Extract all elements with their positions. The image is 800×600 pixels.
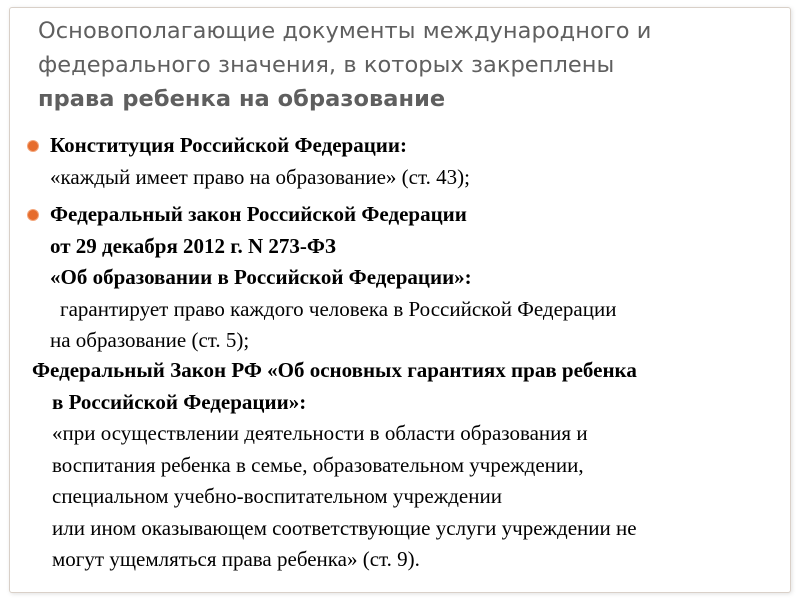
item-heading-line: Федеральный закон Российской Федерации xyxy=(50,202,467,226)
item-text: «при осуществлении деятельности в области образования и xyxy=(52,421,588,445)
slide-title xyxy=(38,14,758,116)
item-heading-line: «Об образовании в Российской Федерации»: xyxy=(50,265,472,289)
title-line-3: права ребенка на образование xyxy=(38,86,446,112)
item-heading-line: Федеральный Закон РФ «Об основных гарантиях прав ребенка xyxy=(32,358,637,382)
list-item-constitution xyxy=(50,130,780,193)
item-heading: Конституция Российской Федерации: xyxy=(50,133,407,157)
item-text: на образование (ст. 5); xyxy=(50,328,250,352)
item-heading-line: от 29 декабря 2012 г. N 273-ФЗ xyxy=(50,233,337,258)
list-item-child-rights-law xyxy=(32,355,782,576)
bullet-icon xyxy=(28,210,38,220)
title-line-2: федерального значения, в которых закреплены xyxy=(38,52,615,78)
list-item-federal-law-education xyxy=(50,199,780,357)
item-text: могут ущемляться права ребенка» (ст. 9). xyxy=(52,547,420,571)
item-text: специальном учебно-воспитательном учреждении xyxy=(52,484,502,508)
item-text: «каждый имеет право на образование» (ст. 43); xyxy=(50,164,470,189)
title-line-1: Основополагающие документы международного и xyxy=(38,18,652,44)
item-heading-line: в Российской Федерации»: xyxy=(52,389,307,414)
item-text: воспитания ребенка в семье, образовательном учреждении, xyxy=(52,452,584,477)
item-text: гарантирует право каждого человека в Российской Федерации xyxy=(60,296,617,321)
item-text: или ином оказывающем соответствующие услуги учреждении не xyxy=(52,515,637,540)
bullet-icon xyxy=(28,141,38,151)
